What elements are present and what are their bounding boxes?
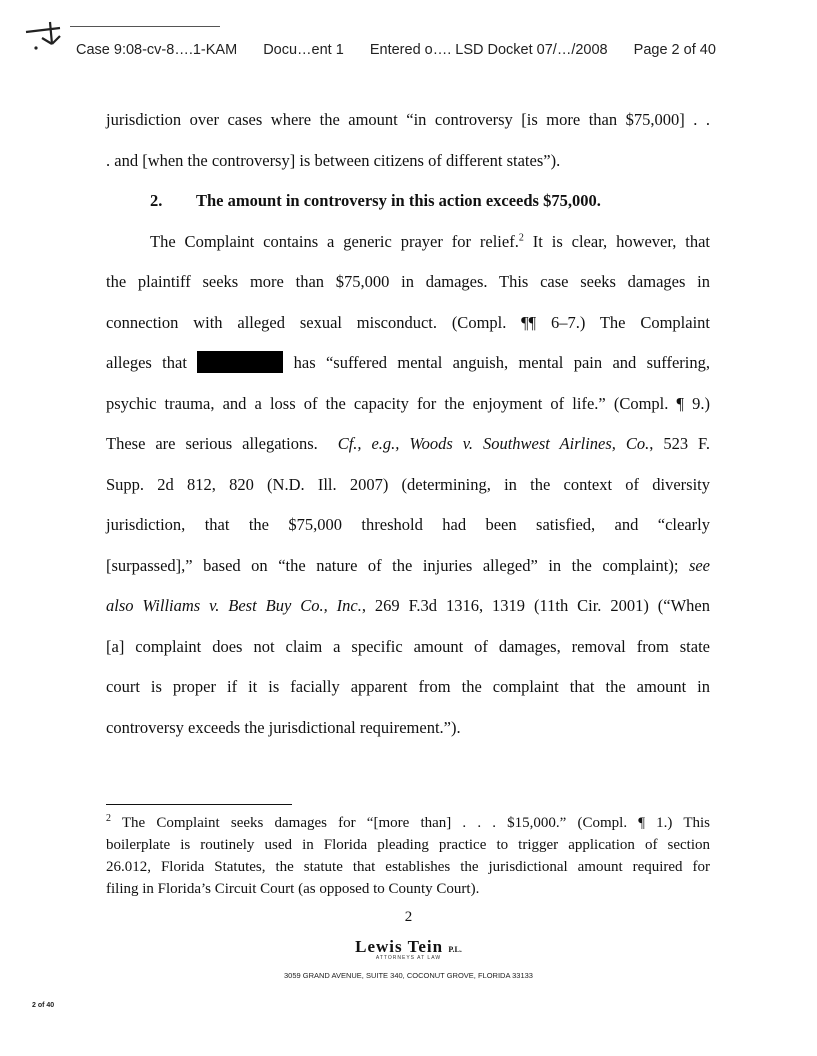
section-heading: [106, 181, 710, 222]
case-number: Case 9:08-cv-8….1-KAM: [76, 42, 238, 58]
document-body: [106, 100, 710, 748]
heading-text: The amount in controversy in this action exceeds $75,000.: [196, 191, 601, 210]
entered-docket: Entered o…. LSD Docket 07/…/2008: [369, 42, 608, 58]
footnote: [106, 812, 710, 900]
footnote-marker: 2: [106, 813, 111, 824]
body-line: connection with alleged sexual misconduct. (Compl. ¶¶ 6–7.) The Complaint: [106, 312, 710, 332]
corner-page-label: 2 of 40: [32, 1002, 55, 1009]
footnote-line: 26.012, Florida Statutes, the statute that establishes the jurisdictional amount required for: [106, 859, 710, 875]
body-line: also Williams v. Best Buy Co., Inc., 269 F.3d 1316, 1319 (11th Cir. 2001) (“When: [106, 596, 710, 615]
firm-address: 3059 GRAND AVENUE, SUITE 340, COCONUT GROVE, FLORIDA 33133: [284, 971, 533, 980]
footnote-divider: [106, 804, 292, 805]
firm-logo: Lewis Tein P.L.: [355, 937, 462, 956]
body-line: Supp. 2d 812, 820 (N.D. Ill. 2007) (determining, in the context of diversity: [106, 474, 710, 494]
scan-mark-icon: [22, 18, 82, 54]
redaction-box: [197, 351, 283, 373]
body-line: jurisdiction over cases where the amount “in controversy [is more than $75,000] . .: [106, 110, 710, 129]
body-line: [surpassed],” based on “the nature of the injuries alleged” in the complaint); see: [106, 555, 711, 575]
case-citation: Woods v. Southwest Airlines, Co.: [409, 434, 650, 453]
body-line: The Complaint contains a generic prayer for relief.$^2$ It is clear, however, that: [150, 231, 710, 251]
header-scan-line: [70, 26, 220, 27]
body-line: These are serious allegations. Cf., e.g., Woods v. Southwest Airlines, Co., 523 F.: [106, 434, 711, 453]
body-line: the plaintiff seeks more than $75,000 in damages. This case seeks damages in: [106, 272, 710, 291]
page-of: Page 2 of 40: [633, 42, 716, 58]
heading-number: 2.: [150, 191, 163, 210]
footnote-line: filing in Florida’s Circuit Court (as opposed to County Court).: [106, 881, 480, 897]
footnote-line: boilerplate is routinely used in Florida pleading practice to trigger application of section: [106, 837, 710, 853]
case-citation: also Williams v. Best Buy Co., Inc.: [106, 596, 362, 615]
firm-tagline: ATTORNEYS AT LAW: [375, 955, 442, 961]
body-line: alleges that has “suffered mental anguish, mental pain and suffering,: [106, 353, 711, 372]
document-number: Docu…ent 1: [263, 42, 344, 58]
body-line: . and [when the controversy] is between citizens of different states”).: [106, 150, 561, 170]
body-line: psychic trauma, and a loss of the capacity for the enjoyment of life.” (Compl. ¶ 9.): [106, 393, 710, 413]
body-line: [a] complaint does not claim a specific amount of damages, removal from state: [106, 636, 710, 656]
page-number: 2: [404, 909, 413, 925]
body-line: court is proper if it is facially apparent from the complaint that the amount in: [106, 677, 710, 696]
body-line: jurisdiction, that the $75,000 threshold had been satisfied, and “clearly: [106, 515, 710, 534]
court-header: [76, 42, 756, 58]
body-line: controversy exceeds the jurisdictional requirement.”).: [106, 717, 461, 737]
footnote-line: $^2$ The Complaint seeks damages for “[more than] . . . $15,000.” (Compl. ¶ 1.) This: [106, 813, 710, 831]
footnote-ref: 2: [518, 232, 524, 243]
